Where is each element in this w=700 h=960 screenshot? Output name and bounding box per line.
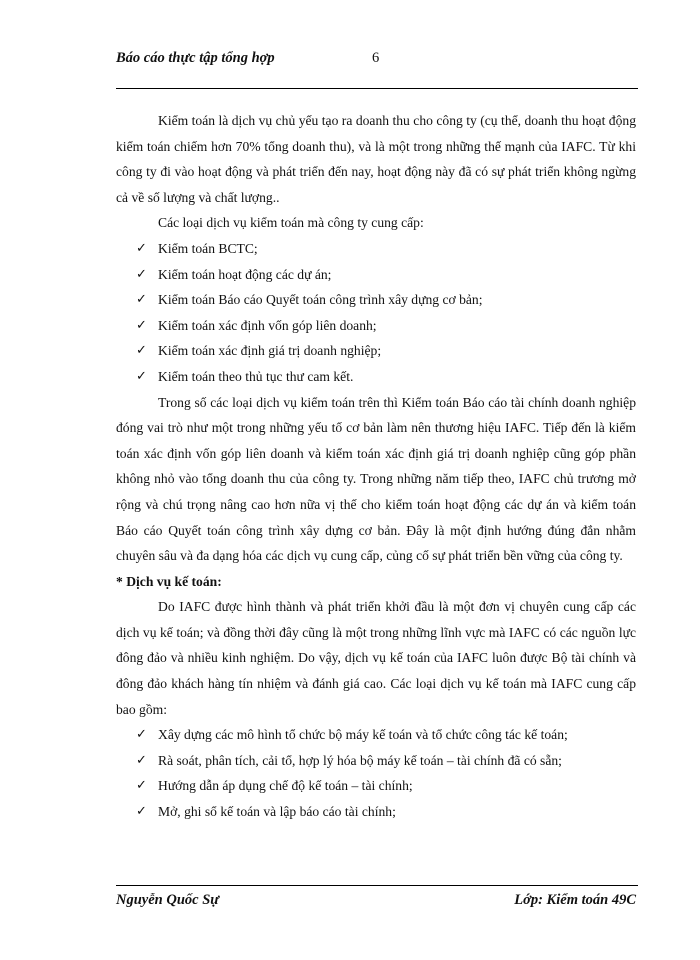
list-item-text: Mở, ghi sổ kế toán và lập báo cáo tài chính; [158, 804, 396, 820]
audit-services-list [116, 236, 636, 390]
page-header [116, 50, 636, 72]
list-item-text: Kiểm toán BCTC; [158, 240, 258, 256]
list-item [116, 236, 636, 262]
footer-class: Lớp: Kiểm toán 49C [514, 892, 636, 908]
list-item [116, 287, 636, 313]
checkmark-icon: ✓ [136, 752, 147, 768]
list-item [116, 799, 636, 825]
list-item [116, 338, 636, 364]
intro-paragraph: Kiểm toán là dịch vụ chủ yếu tạo ra doanh thu cho công ty (cụ thể, doanh thu hoạt động kiểm toán chiếm hơn 70% tổng doanh thu), và là một trong những thế mạnh của IAFC. Từ khi công ty đi vào hoạt động và phát triển đến nay, hoạt động này đã có sự phát triển không ngừng cả về số lượng và chất lượng.. [116, 113, 636, 205]
header-title: Báo cáo thực tập tổng hợp [116, 50, 275, 66]
footer-author: Nguyễn Quốc Sự [116, 892, 219, 908]
accounting-section-heading: * Dịch vụ kế toán: [116, 573, 222, 589]
list-item [116, 773, 636, 799]
checkmark-icon: ✓ [136, 778, 147, 794]
checkmark-icon: ✓ [136, 343, 147, 359]
accounting-paragraph: Do IAFC được hình thành và phát triển khởi đầu là một đơn vị chuyên cung cấp các dịch vụ kế toán; và đồng thời đây cũng là một trong những lĩnh vực mà IAFC có các nguồn lực đông đảo và nhiều kinh nghiệm. Do vậy, dịch vụ kế toán của IAFC luôn được Bộ tài chính và đông đảo khách hàng tín nhiệm và đánh giá cao. Các loại dịch vụ kế toán mà IAFC cung cấp bao gồm: [116, 599, 636, 717]
list-item-text: Rà soát, phân tích, cải tổ, hợp lý hóa bộ máy kế toán – tài chính đã có sẵn; [158, 752, 562, 768]
list-item-text: Kiểm toán Báo cáo Quyết toán công trình xây dựng cơ bản; [158, 292, 483, 308]
page-number: 6 [372, 50, 380, 66]
footer-divider [116, 885, 638, 886]
checkmark-icon: ✓ [136, 727, 147, 743]
audit-summary-paragraph: Trong số các loại dịch vụ kiểm toán trên thì Kiểm toán Báo cáo tài chính doanh nghiệp đóng vai trò như một trong những yếu tố cơ bản làm nên thương hiệu IAFC. Tiếp đến là kiểm toán xác định vốn góp liên doanh và kiểm toán xác định giá trị doanh nghiệp cũng góp phần không nhỏ vào tổng doanh thu của công ty. Trong những năm tiếp theo, IAFC chủ trương mở rộng và chú trọng nâng cao hơn nữa vị thế cho kiểm toán hoạt động các dự án và kiểm toán Báo cáo Quyết toán công trình xây dựng cơ bản. Đây là một định hướng đúng đắn nhằm chuyên sâu và đa dạng hóa các dịch vụ cung cấp, củng cố sự phát triển bền vững của công ty. [116, 394, 636, 564]
list-item-text: Kiểm toán theo thủ tục thư cam kết. [158, 368, 354, 384]
list-item-text: Kiểm toán xác định giá trị doanh nghiệp; [158, 343, 382, 359]
checkmark-icon: ✓ [136, 317, 147, 333]
list-item-text: Kiểm toán xác định vốn góp liên doanh; [158, 317, 377, 333]
accounting-services-list [116, 722, 636, 824]
list-item [116, 748, 636, 774]
list-item [116, 262, 636, 288]
document-body [116, 108, 636, 825]
list-item [116, 722, 636, 748]
checkmark-icon: ✓ [136, 266, 147, 282]
checkmark-icon: ✓ [136, 240, 147, 256]
page-footer [116, 892, 636, 914]
list-item-text: Hướng dẫn áp dụng chế độ kế toán – tài chính; [158, 778, 413, 794]
checkmark-icon: ✓ [136, 804, 147, 820]
checkmark-icon: ✓ [136, 292, 147, 308]
list-item-text: Xây dựng các mô hình tổ chức bộ máy kế toán và tổ chức công tác kế toán; [158, 727, 568, 743]
checkmark-icon: ✓ [136, 368, 147, 384]
header-divider [116, 88, 638, 89]
list-item [116, 313, 636, 339]
audit-services-intro: Các loại dịch vụ kiểm toán mà công ty cung cấp: [158, 215, 424, 231]
list-item [116, 364, 636, 390]
list-item-text: Kiểm toán hoạt động các dự án; [158, 266, 332, 282]
